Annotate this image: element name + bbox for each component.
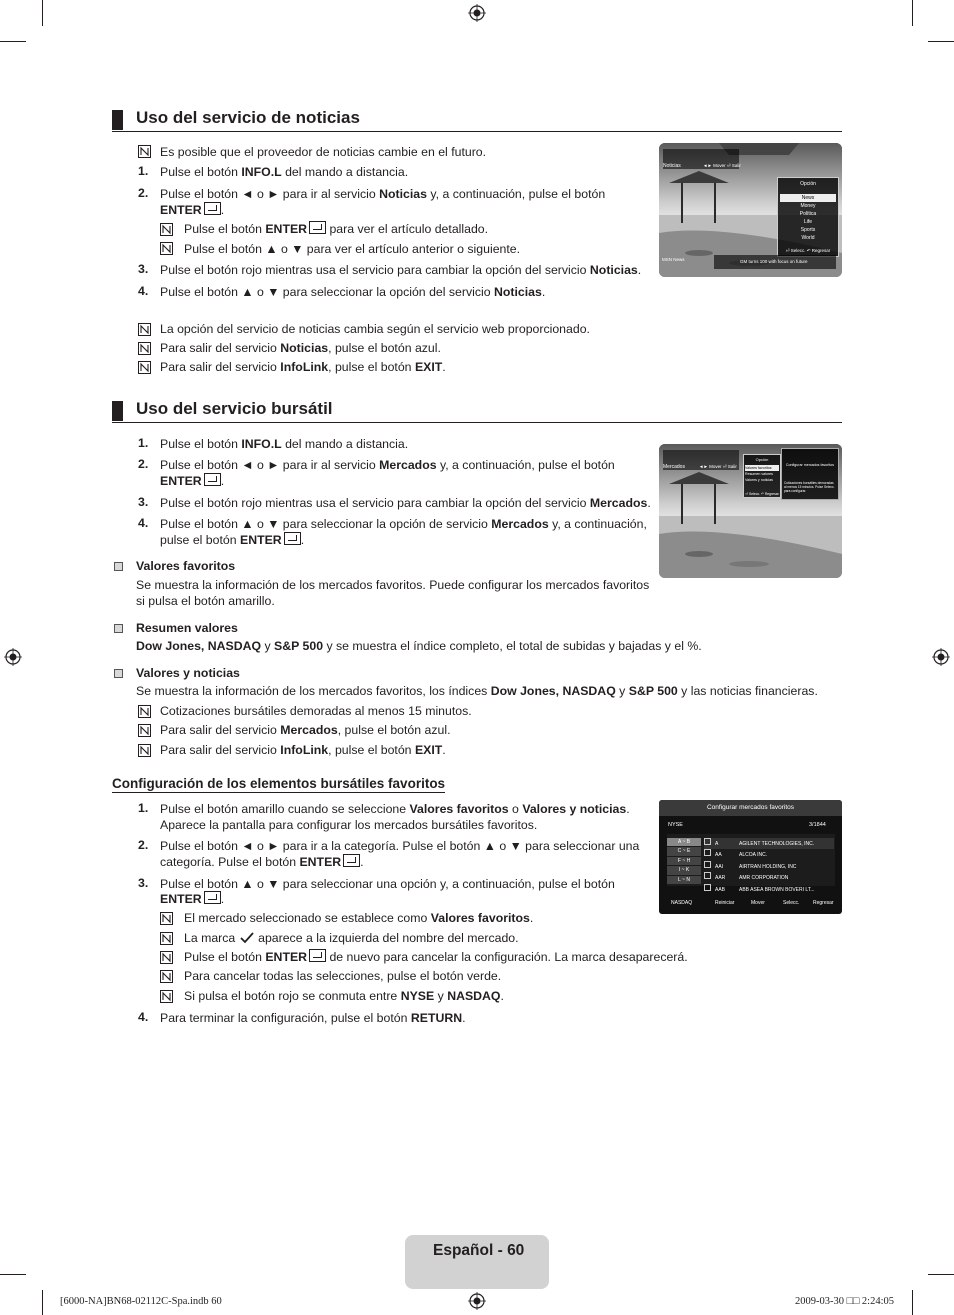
- menu-item-selected[interactable]: Valores favoritos: [745, 465, 779, 471]
- step-text: Pulse el botón rojo mientras usa el servicio para cambiar la opción del servicio Mercados.: [160, 496, 651, 510]
- note-icon: [160, 970, 173, 983]
- footer-hint: Selecc.: [783, 900, 800, 906]
- bullet-heading: Valores y noticias: [136, 666, 240, 680]
- nav-hint: ◄► Mover ⏎ Salir: [703, 163, 741, 168]
- note-text: Pulse el botón ▲ o ▼ para ver el artículo anterior o siguiente.: [184, 242, 521, 256]
- note-text: Si pulsa el botón rojo se conmuta entre NYSE y NASDAQ.: [184, 989, 504, 1003]
- menu-item[interactable]: Resumen valores: [745, 472, 773, 476]
- menu-item[interactable]: Life: [803, 219, 813, 225]
- option-menu: [777, 177, 839, 257]
- step-number: 4.: [138, 284, 149, 298]
- enter-icon: [309, 949, 326, 962]
- heading-rule: [112, 422, 842, 423]
- note-text: Para salir del servicio InfoLink, pulse el botón EXIT.: [160, 360, 446, 374]
- print-stamp: 2009-03-30 □□ 2:24:05: [795, 1296, 895, 1307]
- option-menu: [743, 454, 781, 498]
- bullet-heading: Resumen valores: [136, 621, 238, 635]
- note-icon: [138, 361, 151, 374]
- note-text-part: La marca: [184, 931, 236, 945]
- step-number: 3.: [138, 495, 149, 509]
- section-title: Uso del servicio bursátil: [136, 399, 333, 418]
- crop-mark: [912, 1290, 913, 1315]
- menu-item[interactable]: Política: [799, 211, 817, 217]
- config-title: Configurar mercados favoritos: [706, 804, 795, 811]
- market-label: NYSE: [668, 822, 683, 828]
- step-text-cont: categoría. Pulse el botón ENTER .: [160, 855, 364, 869]
- note-icon: [138, 744, 151, 757]
- crop-mark: [42, 1290, 43, 1315]
- step-number: 1.: [138, 164, 149, 178]
- step-text: Pulse el botón ◄ o ► para ir a la categoría. Pulse el botón ▲ o ▼ para seleccionar una: [160, 839, 640, 853]
- footer-hint: Reiniciar: [715, 900, 735, 906]
- step-number: 2.: [138, 838, 149, 852]
- note-icon: [138, 342, 151, 355]
- enter-icon: [284, 532, 301, 545]
- step-number: 1.: [138, 436, 149, 450]
- section-title: Uso del servicio de noticias: [136, 108, 360, 127]
- stock-row[interactable]: [704, 849, 834, 860]
- menu-item[interactable]: World: [801, 235, 815, 241]
- heading-bar: [112, 110, 123, 130]
- stock-rows: [704, 838, 834, 895]
- registration-mark-icon: [468, 1292, 486, 1310]
- stock-name: ABB ASEA BROWN BOVERI LT...: [739, 886, 815, 893]
- checkbox-icon: [704, 861, 711, 868]
- checkbox-icon: [704, 838, 711, 845]
- category-list: [667, 838, 701, 884]
- crop-mark: [928, 1274, 954, 1275]
- note-icon: [160, 951, 173, 964]
- stock-name: AGILENT TECHNOLOGIES, INC.: [739, 841, 815, 847]
- registration-mark-icon: [4, 648, 22, 666]
- crop-mark: [42, 0, 43, 26]
- news-screenshot: [659, 143, 842, 277]
- nav-hint: ◄► Mover ⏎ Salir: [699, 464, 737, 469]
- page-number: Español - 60: [433, 1242, 525, 1259]
- stock-row[interactable]: [704, 861, 834, 872]
- news-ticker: [662, 255, 836, 269]
- note-icon: [138, 323, 151, 336]
- step-text: Para terminar la configuración, pulse el botón RETURN.: [160, 1011, 466, 1025]
- bullet-square: [114, 624, 123, 633]
- page-number-box: [405, 1235, 549, 1289]
- heading-bar: [112, 401, 123, 421]
- stock-row[interactable]: [704, 872, 834, 883]
- menu-item[interactable]: Sports: [800, 227, 816, 233]
- enter-icon: [204, 202, 221, 215]
- stock-symbol: AAI: [715, 863, 724, 870]
- option-menu-items: [780, 194, 836, 242]
- step-text-cont: ENTER .: [160, 474, 225, 488]
- category-item[interactable]: I ~ K: [667, 866, 701, 874]
- note-text: Es posible que el proveedor de noticias cambie en el futuro.: [160, 145, 487, 159]
- note-icon: [160, 223, 173, 236]
- stock-symbol: AAB: [715, 886, 726, 893]
- help-panel: [781, 448, 839, 500]
- note-text: La opción del servicio de noticias cambia según el servicio web proporcionado.: [160, 322, 590, 336]
- subsection-title: [112, 776, 445, 791]
- menu-item[interactable]: Valores y noticias: [745, 478, 773, 482]
- bullet-text: Dow Jones, NASDAQ y S&P 500 y se muestra el índice completo, el total de subidas y bajadas y el %.: [136, 639, 702, 653]
- note-icon: [138, 705, 151, 718]
- market-count: 3/1844: [809, 822, 826, 828]
- bullet-text: Se muestra la información de los mercados favoritos. Puede configurar los mercados favoritos: [136, 578, 650, 592]
- step-number: 4.: [138, 1010, 149, 1024]
- option-menu-title: Opción: [755, 457, 769, 462]
- step-number: 1.: [138, 801, 149, 815]
- bullet-square: [114, 669, 123, 678]
- stock-row[interactable]: [704, 884, 834, 895]
- footer-hint: Mover: [751, 900, 765, 906]
- checkbox-icon: [704, 872, 711, 879]
- crop-mark: [0, 41, 26, 42]
- step-text: Pulse el botón INFO.L del mando a distancia.: [160, 165, 409, 179]
- registration-mark-icon: [932, 648, 950, 666]
- note-text: Pulse el botón ENTER de nuevo para cancelar la configuración. La marca desaparecerá.: [184, 950, 688, 964]
- note-text: El mercado seleccionado se establece como Valores favoritos.: [184, 911, 534, 925]
- config-screenshot: [659, 800, 842, 914]
- checkbox-icon: [704, 884, 711, 891]
- enter-icon: [204, 891, 221, 904]
- heading-rule: [112, 131, 842, 132]
- ticker-text: GM turns 100 with focus on future: [740, 259, 808, 264]
- crop-mark: [0, 1274, 26, 1275]
- step-text-cont: Aparece la pantalla para configurar los mercados bursátiles favoritos.: [160, 818, 538, 832]
- enter-icon: [309, 221, 326, 234]
- help-panel-title: Configurar mercados favoritos: [785, 463, 835, 467]
- stock-name: AIRTRAN HOLDING, INC: [739, 863, 797, 870]
- step-number: 4.: [138, 516, 149, 530]
- crop-mark: [912, 0, 913, 26]
- step-number: 2.: [138, 457, 149, 471]
- category-item-selected[interactable]: A ~ B: [667, 838, 701, 846]
- menu-item-selected[interactable]: News: [780, 194, 836, 202]
- note-text: Para cancelar todas las selecciones, pulse el botón verde.: [184, 969, 502, 983]
- step-number: 3.: [138, 876, 149, 890]
- note-text: Pulse el botón ENTER para ver el artículo detallado.: [184, 222, 489, 236]
- stock-name: AMR CORPORATION: [739, 875, 789, 882]
- checkbox-icon: [704, 849, 711, 856]
- bullet-text: si pulsa el botón amarillo.: [136, 594, 275, 608]
- step-text-cont: pulse el botón ENTER .: [160, 533, 305, 547]
- note-icon: [138, 145, 151, 158]
- config-list: [667, 834, 835, 893]
- file-info: [6000-NA]BN68-02112C-Spa.indb 60: [60, 1296, 222, 1307]
- stock-symbol: AA: [715, 852, 722, 859]
- option-menu-footer: ⏎ Selecc. ↶ Regresar: [785, 248, 831, 253]
- category-item[interactable]: C ~ E: [667, 847, 701, 855]
- step-text: Pulse el botón ▲ o ▼ para seleccionar la opción de servicio Mercados y, a continuación,: [160, 517, 647, 531]
- note-icon: [160, 912, 173, 925]
- option-menu-items: [745, 465, 779, 483]
- stock-name: ALCOA INC.: [739, 852, 768, 859]
- bullet-text: Se muestra la información de los mercados favoritos, los índices Dow Jones, NASDAQ y S&P 500 y las noticias financieras.: [136, 684, 818, 698]
- stock-symbol: A: [715, 841, 719, 847]
- category-item[interactable]: F ~ H: [667, 857, 701, 865]
- note-icon: [160, 990, 173, 1003]
- note-icon: [160, 932, 173, 945]
- bullet-heading: Valores favoritos: [136, 559, 236, 573]
- stock-screenshot: [659, 444, 842, 578]
- category-item[interactable]: L ~ N: [667, 876, 701, 884]
- step-text: Pulse el botón ▲ o ▼ para seleccionar la opción del servicio Noticias.: [160, 285, 546, 299]
- enter-icon: [204, 473, 221, 486]
- option-menu-title: Opción: [800, 181, 816, 187]
- step-number: 3.: [138, 262, 149, 276]
- subsection-title-text: Configuración de los elementos bursátiles favoritos: [112, 776, 446, 791]
- note-text: Cotizaciones bursátiles demoradas al menos 15 minutos.: [160, 704, 472, 718]
- footer-hint: NASDAQ: [671, 900, 693, 906]
- menu-item[interactable]: Money: [800, 203, 816, 209]
- note-text: Para salir del servicio InfoLink, pulse el botón EXIT.: [160, 743, 446, 757]
- step-number: 2.: [138, 186, 149, 200]
- step-text: Pulse el botón ▲ o ▼ para seleccionar una opción y, a continuación, pulse el botón: [160, 877, 615, 891]
- enter-icon: [343, 854, 360, 867]
- step-text-cont: ENTER .: [160, 892, 225, 906]
- note-text: Para salir del servicio Noticias, pulse el botón azul.: [160, 341, 441, 355]
- registration-mark-icon: [468, 4, 486, 22]
- step-text-cont: ENTER .: [160, 203, 225, 217]
- ticker-label: MSN News: [662, 257, 685, 262]
- checkmark-icon: [239, 932, 255, 944]
- step-text: Pulse el botón rojo mientras usa el servicio para cambiar la opción del servicio Noticias.: [160, 263, 642, 277]
- note-icon: [138, 724, 151, 737]
- crop-mark: [928, 41, 954, 42]
- note-text: [184, 930, 519, 946]
- bullet-square: [114, 562, 123, 571]
- service-tab: Noticias: [663, 163, 681, 169]
- stock-symbol: AAR: [715, 875, 726, 882]
- note-text: Para salir del servicio Mercados, pulse el botón azul.: [160, 723, 451, 737]
- step-text: Pulse el botón ◄ o ► para ir al servicio Mercados y, a continuación, pulse el botón: [160, 458, 615, 472]
- service-tab: Mercados: [663, 464, 685, 470]
- help-panel-note: Cotizaciones bursátiles demoradas al menos 15 minutos. Pulse Selecc. para configurar.: [784, 481, 835, 493]
- option-menu-footer: ⏎ Selecc. ↶ Regresar: [745, 492, 779, 496]
- step-text: Pulse el botón amarillo cuando se seleccione Valores favoritos o Valores y noticias.: [160, 802, 630, 816]
- note-icon: [160, 242, 173, 255]
- note-text-part: aparece a la izquierda del nombre del mercado.: [258, 931, 519, 945]
- step-text: Pulse el botón ◄ o ► para ir al servicio Noticias y, a continuación, pulse el botón: [160, 187, 606, 201]
- step-text: Pulse el botón INFO.L del mando a distancia.: [160, 437, 409, 451]
- stock-row[interactable]: [704, 838, 834, 849]
- footer-hint: Regresar: [813, 900, 834, 906]
